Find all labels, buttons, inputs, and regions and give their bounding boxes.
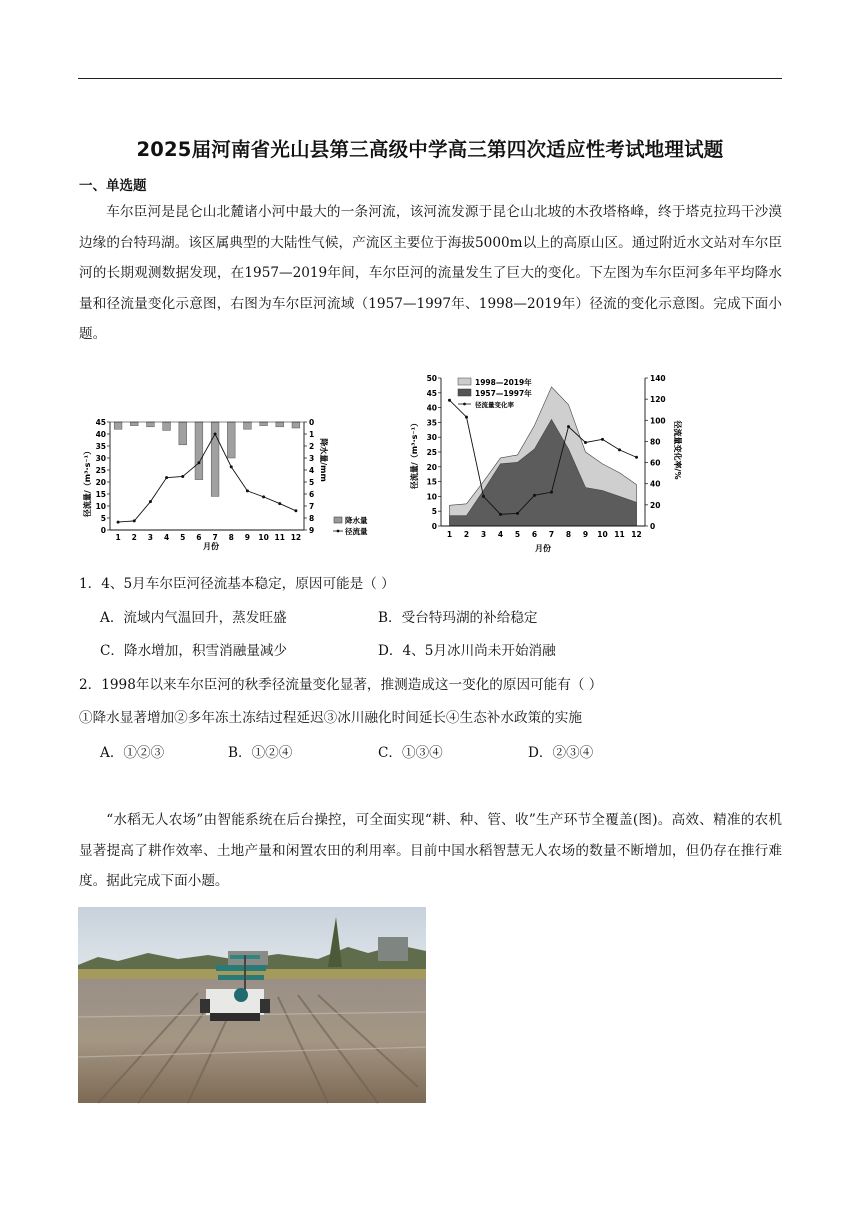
- right-legend-recent: 1998—2019年: [475, 378, 532, 387]
- left-chart-xtick-label: 10: [258, 533, 269, 542]
- left-chart-xtick-label: 1: [115, 533, 121, 542]
- right-chart-y2tick-label: 40: [650, 479, 661, 489]
- right-chart-ytick-label: 20: [426, 462, 437, 472]
- left-chart-precip-bar: [130, 422, 138, 426]
- right-chart-rate-point: [516, 512, 519, 515]
- right-chart-xtick-label: 3: [480, 530, 487, 539]
- left-legend-precip: 降水量: [345, 516, 368, 525]
- right-chart-rate-point: [601, 438, 604, 441]
- left-chart-y2label: 降水量/mm: [319, 438, 328, 482]
- right-chart-ytick-label: 15: [426, 477, 437, 487]
- left-chart-y2tick-label: 3: [309, 454, 315, 463]
- section-heading: 一、单选题: [79, 178, 147, 194]
- left-chart-ytick-label: 0: [100, 526, 106, 535]
- right-chart-xtick-label: 5: [514, 530, 521, 539]
- right-chart-ytick-label: 25: [426, 448, 437, 457]
- left-chart-precip-bar: [276, 422, 284, 427]
- left-chart-xtick-label: 4: [163, 533, 170, 542]
- right-chart-y2tick-label: 140: [650, 374, 666, 383]
- right-chart-xtick-label: 1: [446, 530, 453, 539]
- right-chart-ytick-label: 35: [426, 418, 437, 428]
- passage-rice-farm: “水稻无人农场”由智能系统在后台操控，可全面实现“耕、种、管、收”生产环节全覆盖(图)。高效、精准的农机显著提高了耕作效率、土地产量和闲置农田的利用率。目前中国水稻智慧无人农场的数量不断增加，但仍存在推行难度。据此完成下面小题。: [79, 812, 782, 890]
- right-chart-ytick-label: 40: [426, 403, 437, 413]
- rice-farm-photo: [78, 907, 426, 1103]
- left-chart-runoff-point: [165, 476, 168, 479]
- right-chart-xtick-label: 8: [565, 530, 572, 539]
- left-chart-runoff-point: [149, 500, 152, 503]
- right-chart-rate-point: [567, 425, 570, 428]
- q1-option-d[interactable]: D．4、5月冰川尚未开始消融: [378, 643, 556, 659]
- left-chart-ytick-label: 35: [95, 442, 106, 451]
- q2-option-d[interactable]: D．②③④: [528, 745, 594, 761]
- left-chart-xtick-label: 12: [290, 533, 302, 542]
- left-chart-runoff-point: [197, 461, 200, 464]
- left-legend-runoff: 径流量: [345, 527, 368, 536]
- left-chart-runoff-point: [294, 509, 297, 512]
- left-chart-ytick-label: 25: [95, 466, 106, 475]
- right-chart-y2tick-label: 80: [650, 437, 661, 447]
- left-chart-xtick-label: 8: [228, 533, 234, 542]
- left-chart-y2tick-label: 0: [309, 418, 315, 427]
- right-chart-rate-point: [499, 513, 502, 516]
- left-chart-xtick-label: 2: [131, 533, 137, 542]
- left-chart-runoff-point: [278, 502, 281, 505]
- right-chart-y2tick-label: 0: [650, 522, 656, 531]
- q2-option-c[interactable]: C．①③④: [378, 745, 443, 761]
- left-chart-precip-bar: [292, 422, 300, 428]
- left-chart-ytick-label: 20: [95, 478, 106, 487]
- right-chart-ytick-label: 10: [426, 492, 437, 502]
- question-2-stem: 2．1998年以来车尔臣河的秋季径流量变化显著，推测造成这一变化的原因可能有（ ）: [79, 677, 603, 693]
- right-chart-ytick-label: 5: [431, 507, 437, 517]
- left-chart-ytick-label: 5: [100, 514, 106, 523]
- left-chart-ytick-label: 30: [95, 454, 106, 463]
- right-chart-rate-point: [448, 399, 451, 402]
- left-chart-y2tick-label: 7: [309, 502, 315, 511]
- right-chart-xtick-label: 12: [631, 530, 642, 539]
- question-2-statements: ①降水显著增加②多年冻土冻结过程延迟③冰川融化时间延长④生态补水政策的实施: [79, 710, 582, 726]
- left-chart-runoff-point: [117, 521, 120, 524]
- left-chart-precip-bar: [260, 422, 268, 426]
- left-chart-runoff-point: [214, 433, 217, 436]
- left-chart-y2tick-label: 1: [309, 430, 315, 439]
- right-chart-xlabel: 月份: [535, 544, 551, 553]
- right-chart-rate-point: [482, 495, 485, 498]
- left-chart-y2tick-label: 5: [309, 478, 315, 487]
- left-chart-y2tick-label: 9: [309, 526, 315, 535]
- left-chart-runoff-point: [181, 475, 184, 478]
- left-chart-y2tick-label: 2: [309, 442, 315, 451]
- right-legend-rate: 径流量变化率: [475, 401, 514, 409]
- left-chart-runoff-point: [133, 519, 136, 522]
- right-chart-xtick-label: 10: [597, 530, 608, 539]
- q1-option-c[interactable]: C．降水增加，积雪消融量减少: [100, 643, 288, 659]
- left-chart-xtick-label: 9: [244, 533, 251, 542]
- left-chart-xlabel: 月份: [203, 542, 219, 551]
- left-chart-precip-bar: [244, 422, 252, 429]
- right-legend-early: 1957—1997年: [475, 389, 532, 398]
- right-chart-ytick-label: 45: [426, 388, 437, 398]
- left-chart-xtick-label: 5: [180, 533, 186, 542]
- right-chart-xtick-label: 7: [548, 530, 555, 539]
- left-chart-runoff-point: [262, 495, 265, 498]
- q2-option-b[interactable]: B．①②④: [228, 745, 293, 761]
- left-chart-precip-bar: [114, 422, 122, 429]
- left-chart-precip-bar: [195, 422, 203, 480]
- passage-chechen-river: 车尔臣河是昆仑山北麓诸小河中最大的一条河流，该河流发源于昆仑山北坡的木孜塔格峰，终于塔克拉玛干沙漠边缘的台特玛湖。该区属典型的大陆性气候，产流区主要位于海拔5000m以上的高原山区。通过附近水文站对车尔臣河的长期观测数据发现，在1957—2019年间，车尔臣河的流量发生了巨大的变化。下左图为车尔臣河多年平均降水量和径流量变化示意图，右图为车尔臣河流域（1957—1997年、1998—2019年）径流的变化示意图。完成下面小题。: [79, 204, 782, 343]
- right-chart-y2tick-label: 120: [650, 395, 666, 405]
- right-chart-xtick-label: 2: [463, 530, 470, 539]
- right-chart: [405, 368, 685, 558]
- right-chart-legend: [458, 377, 532, 409]
- left-chart-ytick-label: 45: [95, 418, 106, 427]
- q1-option-b[interactable]: B．受台特玛湖的补给稳定: [378, 610, 538, 626]
- right-chart-xtick-label: 9: [582, 530, 589, 539]
- left-chart-precip-bar: [179, 422, 187, 445]
- q1-option-a[interactable]: A．流域内气温回升，蒸发旺盛: [100, 610, 287, 626]
- left-chart-xtick-label: 11: [274, 533, 285, 542]
- left-chart-xtick-label: 6: [196, 533, 202, 542]
- right-chart-y2tick-label: 20: [650, 500, 661, 510]
- right-chart-y2label: 径流量变化率/%: [673, 420, 682, 480]
- left-chart-ytick-label: 15: [95, 490, 106, 499]
- left-chart-precip-bar: [147, 422, 155, 427]
- left-chart-y2tick-label: 8: [309, 514, 315, 523]
- left-chart-ylabel: 径流量/（m³·s⁻¹）: [83, 446, 92, 518]
- right-chart-rate-point: [550, 491, 553, 494]
- right-chart-xtick-label: 11: [614, 530, 625, 539]
- left-chart-ytick-label: 40: [95, 430, 106, 439]
- left-chart: [78, 410, 368, 555]
- left-chart-runoff-point: [230, 465, 233, 468]
- right-chart-y2tick-label: 100: [650, 416, 666, 426]
- right-chart-rate-point: [635, 456, 638, 459]
- right-chart-ytick-label: 0: [431, 522, 437, 531]
- right-chart-xtick-label: 6: [531, 530, 538, 539]
- left-chart-precip-bar: [163, 422, 171, 430]
- right-chart-rate-point: [533, 494, 536, 497]
- right-chart-rate-point: [465, 416, 468, 419]
- right-chart-xtick-label: 4: [497, 530, 504, 539]
- right-chart-y2tick-label: 60: [650, 458, 661, 468]
- left-chart-y2tick-label: 4: [309, 466, 315, 475]
- left-chart-legend: [333, 515, 368, 536]
- right-chart-ytick-label: 30: [426, 433, 437, 443]
- left-chart-precip-bar: [227, 422, 235, 458]
- left-chart-runoff-point: [246, 489, 249, 492]
- right-chart-rate-point: [584, 441, 587, 444]
- left-chart-xtick-label: 7: [212, 533, 218, 542]
- left-chart-ytick-label: 10: [95, 502, 106, 511]
- q2-option-a[interactable]: A．①②③: [100, 745, 165, 761]
- left-chart-xtick-label: 3: [147, 533, 154, 542]
- left-chart-runoff-line: [118, 434, 296, 522]
- left-chart-y2tick-label: 6: [309, 490, 315, 499]
- header-rule: [78, 78, 782, 79]
- right-chart-ytick-label: 50: [426, 374, 437, 383]
- question-1-stem: 1．4、5月车尔臣河径流基本稳定，原因可能是（ ）: [79, 576, 395, 592]
- page-title: 2025届河南省光山县第三高级中学高三第四次适应性考试地理试题: [136, 138, 724, 161]
- right-chart-rate-point: [618, 448, 621, 451]
- right-chart-ylabel: 径流量/（m³·s⁻¹）: [410, 418, 419, 490]
